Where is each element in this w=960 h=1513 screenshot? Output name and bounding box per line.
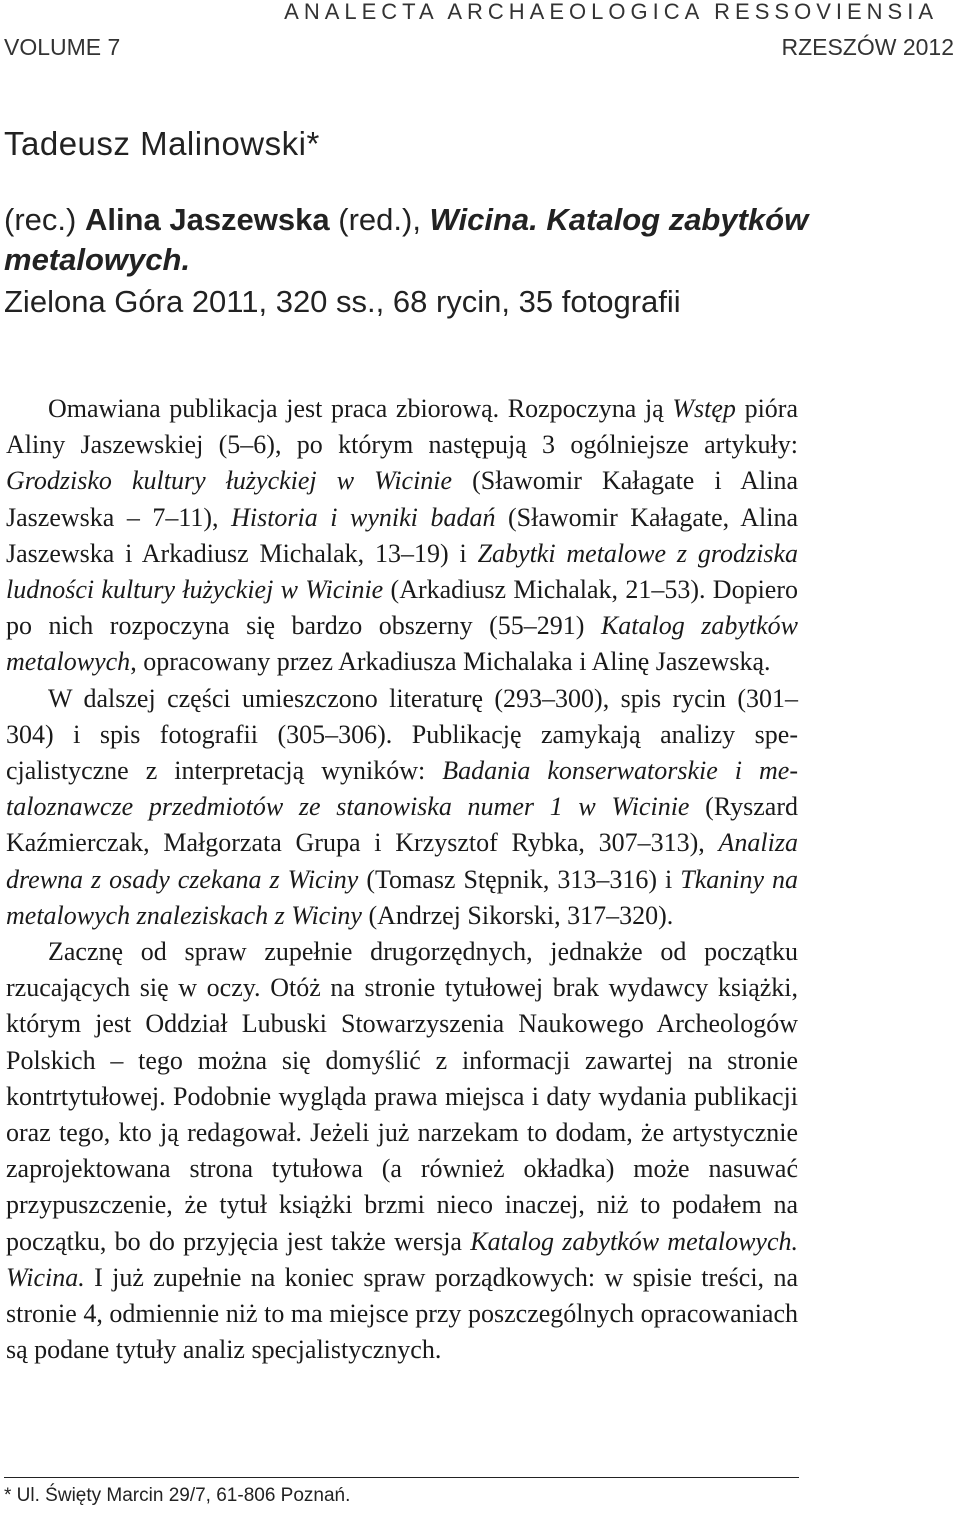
review-title xyxy=(4,200,934,280)
journal-title: ANALECTA ARCHAEOLOGICA RESSOVIENSIA xyxy=(284,0,938,24)
italic-title: Katalog zabytków metalowych. Wicina. xyxy=(6,1226,798,1292)
title-prefix: (rec.) xyxy=(4,202,85,237)
italic-title: Grodzisko kultury łużyckiej w Wicinie xyxy=(6,466,453,496)
footnote-rule xyxy=(4,1477,799,1478)
place-year: RZESZÓW 2012 xyxy=(781,34,954,60)
italic-title: Historia i wyniki badań xyxy=(231,502,496,532)
title-editor: Alina Jaszewska xyxy=(84,202,330,237)
paragraph: Zacznę od spraw zupełnie drugorzędnych, jednakże od początku rzucających się w oczy. Otóż na stronie tytułowej brak wydawcy książki, którym jest Oddział Lubuski Stowarzyszenia Naukowego Archeologów Polskich – tego można się domyślić z informacji zawartej na stronie kontrtytułowej. Podobnie wygląda prawa miejsca i daty wydania publikacji oraz tego, kto ją redagował. Jeżeli już narzekam to dodam, że artystycznie zaprojektowana strona tytułowa (a również okładka) może nasuwać przypuszczenie, że tytuł książki brzmi nieco inaczej, niż to podałem na początku, bo do przyjęcia jest także wersja Katalog zabytków metalowych. Wicina. I już zupełnie na koniec spraw porządkowych: w spisie treści, na stronie 4, odmiennie niż to ma miejsce przy poszczególnych opracowaniach są podane tytuły analiz specjalistycznych. xyxy=(6,937,798,1365)
paragraph: W dalszej części umieszczono literaturę (293–300), spis rycin (301–304) i spis fotografii (305–306). Publikację zamykają analizy specjalistyczne z interpretacją wyników: Badania konserwatorskie i metaloznawcze przedmiotów ze stanowiska numer 1 w Wicinie (Ryszard Kaźmierczak, Małgorzata Grupa i Krzysztof Rybka, 307–313), Analiza drewna z osady czekana z Wiciny (Tomasz Stępnik, 313–316) i Tkaniny na metalowych znaleziskach z Wiciny (Andrzej Sikorski, 317–320). xyxy=(6,683,798,930)
italic-title: Badania konserwatorskie i metaloznawcze przedmiotów ze stanowiska numer 1 w Wicinie xyxy=(6,756,798,822)
italic-title: Katalog zabytków metalowych xyxy=(6,611,798,677)
italic-title: Analiza drewna z osady czekana z Wiciny xyxy=(6,828,798,894)
paragraph: Omawiana publikacja jest praca zbiorową. Rozpoczyna ją Wstęp pióra Aliny Jaszewskiej (5–6), po którym następują 3 ogólniejsze artykuły: Grodzisko kultury łużyckiej w Wicinie (Sławomir Kałagate i Alina Jaszewska – 7–11), Historia i wyniki badań (Sławomir Kałagate, Alina Jaszewska i Arkadiusz Michalak, 13–19) i Zabytki metalowe z grodziska ludności kultury łużyckiej w Wicinie (Arkadiusz Michalak, 21–53). Dopiero po nich rozpoczyna się bardzo obszerny (55–291) Katalog zabytków metalowych, opracowany przez Arkadiusza Michalaka i Alinę Jaszewską. xyxy=(6,394,799,677)
italic-title: Wstęp xyxy=(672,394,736,423)
author-name: Tadeusz Malinowski* xyxy=(4,125,320,162)
title-red: (red.), xyxy=(329,202,430,237)
volume-label: VOLUME 7 xyxy=(4,34,121,60)
publication-info: Zielona Góra 2011, 320 ss., 68 rycin, 35 fotografii xyxy=(4,284,681,319)
footnote: * Ul. Święty Marcin 29/7, 61-806 Poznań. xyxy=(4,1485,351,1506)
italic-title: Tkaniny na metalowych znaleziskach z Wiciny xyxy=(6,864,798,930)
title-book: Wicina. Katalog zabytków metalowych. xyxy=(4,202,809,277)
article-body xyxy=(6,391,798,1368)
italic-title: Zabytki metalowe z grodziska ludności kultury łużyckiej w Wicinie xyxy=(6,538,798,605)
